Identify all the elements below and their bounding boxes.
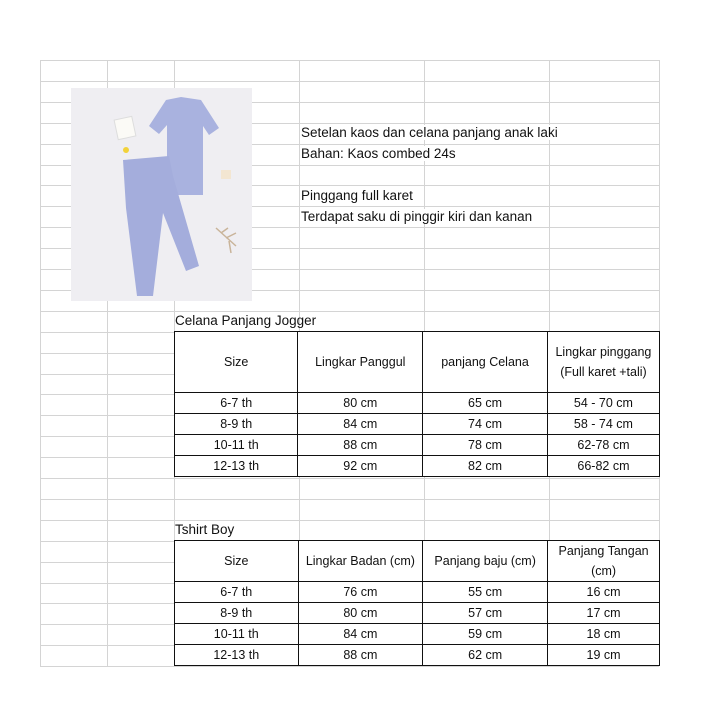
table-row (175, 624, 660, 645)
column-header: Panjang Tangan (cm) (548, 541, 660, 582)
table-cell[interactable]: 54 - 70 cm (547, 393, 659, 414)
table-cell[interactable]: 92 cm (298, 456, 423, 477)
table-cell[interactable]: 88 cm (298, 645, 423, 666)
table-cell[interactable]: 12-13 th (175, 456, 298, 477)
table-cell[interactable]: 16 cm (548, 582, 660, 603)
table-cell[interactable]: 55 cm (423, 582, 548, 603)
table-cell[interactable]: 65 cm (423, 393, 548, 414)
grid-row-line (40, 311, 659, 312)
table-cell[interactable]: 19 cm (548, 645, 660, 666)
table-row (175, 435, 660, 456)
grid-row-line (40, 666, 659, 667)
table-row (175, 414, 660, 435)
tshirt-table-title: Tshirt Boy (175, 522, 235, 537)
table-cell[interactable]: 84 cm (298, 624, 423, 645)
grid-row-line (40, 81, 659, 82)
table-row (175, 603, 660, 624)
table-row (175, 645, 660, 666)
table-cell[interactable]: 18 cm (548, 624, 660, 645)
table-cell[interactable]: 57 cm (423, 603, 548, 624)
column-header: Size (175, 541, 299, 582)
table-cell[interactable]: 62 cm (423, 645, 548, 666)
grid-row-line (40, 478, 659, 479)
column-header: Size (175, 332, 298, 393)
table-cell[interactable]: 10-11 th (175, 624, 299, 645)
table-cell[interactable]: 80 cm (298, 603, 423, 624)
table-cell[interactable]: 62-78 cm (547, 435, 659, 456)
table-cell[interactable]: 80 cm (298, 393, 423, 414)
table-row (175, 456, 660, 477)
table-cell[interactable]: 59 cm (423, 624, 548, 645)
table-cell[interactable]: 88 cm (298, 435, 423, 456)
column-header: Lingkar Panggul (298, 332, 423, 393)
table-cell[interactable]: 66-82 cm (547, 456, 659, 477)
grid-column-line (40, 60, 41, 666)
table-cell[interactable]: 10-11 th (175, 435, 298, 456)
column-header: Lingkar Badan (cm) (298, 541, 423, 582)
table-cell[interactable]: 12-13 th (175, 645, 299, 666)
table-cell[interactable]: 76 cm (298, 582, 423, 603)
column-header: Panjang baju (cm) (423, 541, 548, 582)
table-cell[interactable]: 84 cm (298, 414, 423, 435)
shirt-and-pants-image (71, 88, 252, 301)
table-cell[interactable]: 74 cm (423, 414, 548, 435)
grid-row-line (40, 499, 659, 500)
table-row (175, 582, 660, 603)
description-line: Terdapat saku di pinggir kiri dan kanan (301, 209, 533, 224)
jogger-size-table (174, 331, 660, 477)
table-cell[interactable]: 6-7 th (175, 393, 298, 414)
table-cell[interactable]: 8-9 th (175, 603, 299, 624)
column-header: Lingkar pinggang (Full karet +tali) (547, 332, 659, 393)
table-row (175, 393, 660, 414)
table-cell[interactable]: 82 cm (423, 456, 548, 477)
grid-row-line (40, 520, 659, 521)
table-cell[interactable]: 6-7 th (175, 582, 299, 603)
description-line: Pinggang full karet (301, 188, 413, 203)
column-header: panjang Celana (423, 332, 548, 393)
table-cell[interactable]: 58 - 74 cm (547, 414, 659, 435)
tshirt-size-table (174, 540, 660, 666)
grid-row-line (40, 60, 659, 61)
table-cell[interactable]: 78 cm (423, 435, 548, 456)
description-line: Bahan: Kaos combed 24s (301, 146, 456, 161)
header-row (175, 332, 660, 393)
description-line: Setelan kaos dan celana panjang anak laki (301, 125, 558, 140)
jogger-table-title: Celana Panjang Jogger (175, 313, 317, 328)
table-cell[interactable]: 17 cm (548, 603, 660, 624)
header-row (175, 541, 660, 582)
table-cell[interactable]: 8-9 th (175, 414, 298, 435)
product-photo (71, 88, 252, 301)
